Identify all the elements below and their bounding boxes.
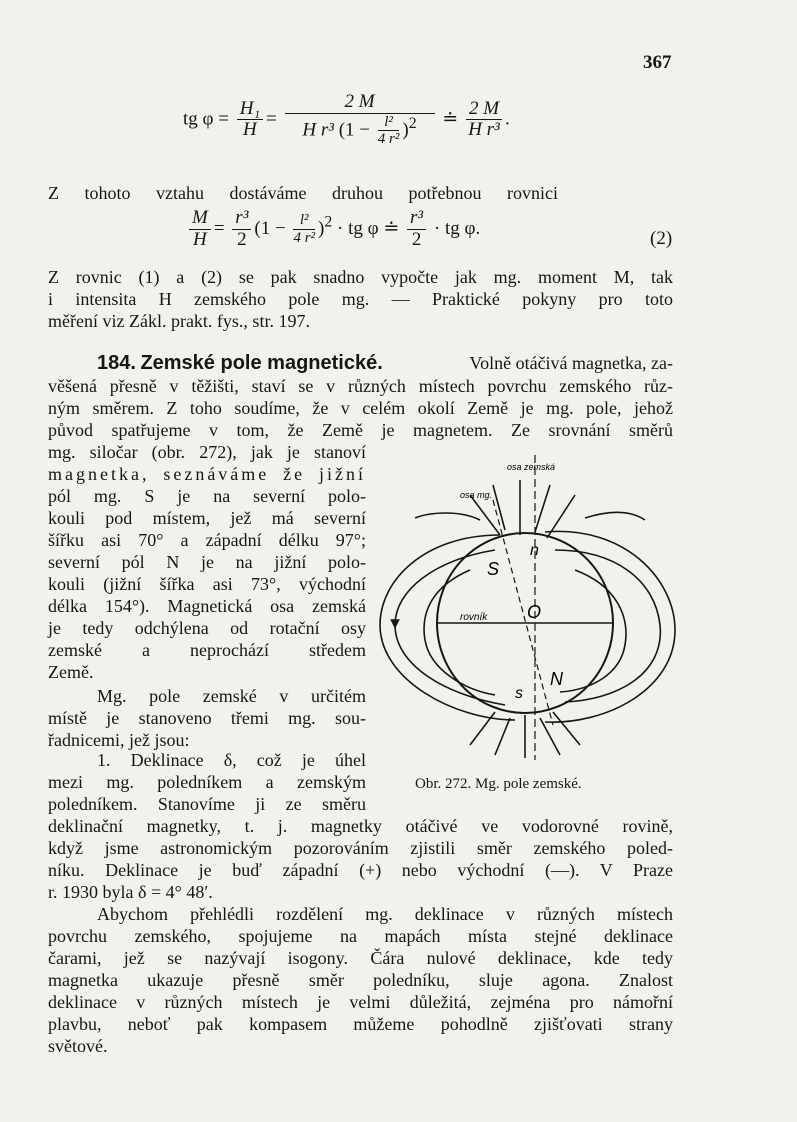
eq2-inner-frac <box>293 212 315 246</box>
narrow-line-8: délka 154°). Magnetická osa zemská <box>48 596 366 616</box>
eq2-tg: · tg φ ≐ <box>337 217 400 239</box>
wide-line-3: níku. Deklinace je buď západní (+) nebo východní (—). V Praze <box>48 860 673 880</box>
final-line-5: deklinace v různých místech je velmi důležitá, zejména pro námořní <box>48 992 673 1012</box>
equation-number: (2) <box>650 228 673 249</box>
field-line <box>553 712 580 745</box>
intro-line: Z tohoto vztahu dostáváme druhou potřebnou rovnici <box>48 183 558 203</box>
eq1-lhs: tg φ <box>183 108 214 130</box>
section-number: 184. <box>97 352 136 374</box>
section-line-3: původ spatřujeme v tom, že Země je magnetem. Ze srovnání směrů <box>48 420 673 440</box>
narrow-line-11: Země. <box>48 662 94 682</box>
field-line <box>470 495 500 535</box>
wide-line-4: r. 1930 byla δ = 4° 48′. <box>48 882 213 902</box>
eq2-r3-frac-2 <box>407 208 426 251</box>
field-line <box>585 512 645 520</box>
eq1-inner-den: 4 r² <box>377 131 400 148</box>
eq2-lhs-den: H <box>193 228 207 250</box>
label-osa-zemska: osa zemská <box>507 462 556 472</box>
page-number: 367 <box>643 52 672 73</box>
para1-line-3: měření viz Zákl. prakt. fys., str. 197. <box>48 311 310 331</box>
section-title: Zemské pole magnetické. <box>140 352 383 374</box>
eq1-inner-frac <box>378 114 400 148</box>
eq2-r3-num: r³ <box>235 207 249 228</box>
field-line <box>560 570 626 692</box>
narrow2-line-3: řadnicemi, jež jsou: <box>48 730 190 750</box>
eq1-frac3 <box>466 99 502 142</box>
eq1-frac2-den-a: H r³ <box>302 119 334 141</box>
eq2-two-den-2: 2 <box>411 228 422 250</box>
eq1-inner-num: l² <box>384 113 393 130</box>
section-line-0: Volně otáčivá magnetka, za- <box>469 353 673 373</box>
eq1-frac1-den: H <box>243 119 257 141</box>
eq1-end: . <box>505 108 510 130</box>
para1-line-1: Z rovnic (1) a (2) se pak snadno vypočte jak mg. moment M, tak <box>48 267 673 287</box>
narrow-line-9: je tedy odchýlena od rotační osy <box>48 618 366 638</box>
narrow2-line-5: mezi mg. poledníkem a zemským <box>48 772 366 792</box>
eq2-lhs <box>189 208 211 251</box>
narrow-line-10: zemské a neprochází středem <box>48 640 366 660</box>
wide-line-1: deklinační magnetky, t. j. magnetky otáčivé ve vodorovné rovině, <box>48 816 673 836</box>
figure-caption: Obr. 272. Mg. pole zemské. <box>415 776 582 792</box>
para1-line-2: i intensita H zemského pole mg. — Praktické pokyny pro toto <box>48 289 673 309</box>
equation-1: tg φ = $\frac{\text{H₁}}{H}$ = 2 M H r³ (1 − $\frac{\text{l²}}{\text{4 r²}}$ )$^2$ ≐ $\frac{2 M}{\text{H r³}}$ . <box>183 91 510 148</box>
narrow-line-2: magnetka, seznáváme že jižní <box>48 464 366 484</box>
narrow-line-3: pól mg. S je na severní polo- <box>48 486 366 506</box>
label-rovnik: rovník <box>460 612 488 623</box>
wide-line-2: když jsme astronomickým pozorováním zjistili směr zemského poled- <box>48 838 673 858</box>
eq1-frac2: 2 M H r³ (1 − $\frac{\text{l²}}{\text{4 r²}}$ )$^2$ <box>285 92 435 148</box>
equation-2: $\frac{M}{H}$ = $\frac{\text{r³}}{2}$ (1 − $\frac{\text{l²}}{\text{4 r²}}$ )$^2$ · tg φ ≐ $\frac{\text{r³}}{2}$ · tg φ. <box>186 208 480 251</box>
field-line <box>535 485 550 532</box>
eq1-frac1 <box>237 99 263 142</box>
eq1-frac2-num: 2 M <box>344 91 375 112</box>
label-N: N <box>550 669 563 689</box>
field-line <box>555 550 660 702</box>
eq1-frac3-den: H r³ <box>468 119 500 141</box>
narrow2-line-1: Mg. pole zemské v určitém <box>97 686 366 706</box>
narrow-line-5: šířku asi 70° a západní délku 97°; <box>48 530 366 550</box>
final-line-4: magnetka ukazuje přesně směr poledníku, sluje agona. Znalost <box>48 970 673 990</box>
section-line-1: věšená přesně v těžišti, staví se v různých místech povrchu zemského růz- <box>48 376 673 396</box>
narrow2-line-2: místě je stanoveno třemi mg. sou- <box>48 708 366 728</box>
narrow-line-7: kouli (jižní šířka asi 73°, východní <box>48 574 366 594</box>
eq2-r3-frac <box>232 208 251 251</box>
earth-magnetic-field-figure <box>375 440 680 770</box>
eq1-frac3-num: 2 M <box>468 97 500 119</box>
eq2-inner-num: l² <box>299 212 309 229</box>
eq2-tg-end: · tg φ. <box>433 217 481 239</box>
label-n: n <box>530 542 539 559</box>
final-line-1: Abychom přehlédli rozdělení mg. deklinace v různých místech <box>97 904 673 924</box>
narrow-line-6: severní pól N je na jižní polo- <box>48 552 366 572</box>
label-O: O <box>527 602 542 622</box>
field-line <box>424 570 495 695</box>
field-line <box>540 718 560 755</box>
eq1-approx: ≐ <box>442 108 459 130</box>
eq1-frac1-num: H₁ <box>239 97 261 119</box>
eq2-two-den: 2 <box>237 228 247 250</box>
narrow2-line-6: poledníkem. Stanovíme ji ze směru <box>48 794 366 814</box>
final-line-6: plavbu, neboť pak kompasem můžeme pohodlně zjišťovati strany <box>48 1014 673 1034</box>
final-line-3: čarami, jež se nazývají isogony. Čára nulové deklinace, kde tedy <box>48 948 673 968</box>
narrow-line-1: mg. siločar (obr. 272), jak je stanoví <box>48 442 366 462</box>
narrow2-line-4: 1. Deklinace δ, což je úhel <box>97 750 366 770</box>
final-line-7: světové. <box>48 1036 108 1056</box>
label-s: s <box>515 685 523 702</box>
section-heading <box>97 352 673 374</box>
eq2-lhs-num: M <box>192 207 208 228</box>
label-osa-mg: osa mg. <box>460 490 493 500</box>
eq2-inner-den: 4 r² <box>293 229 316 246</box>
label-S: S <box>487 559 500 579</box>
eq2-r3-num-2: r³ <box>410 207 424 228</box>
final-line-2: povrchu zemského, spojujeme na mapách místa stejné deklinace <box>48 926 673 946</box>
narrow-line-4: kouli pod místem, jež má severní <box>48 508 366 528</box>
section-line-2: ným směrem. Z toho soudíme, že v celém okolí Země je mg. pole, jehož <box>48 398 673 418</box>
field-line <box>415 513 480 520</box>
field-line <box>495 718 510 755</box>
